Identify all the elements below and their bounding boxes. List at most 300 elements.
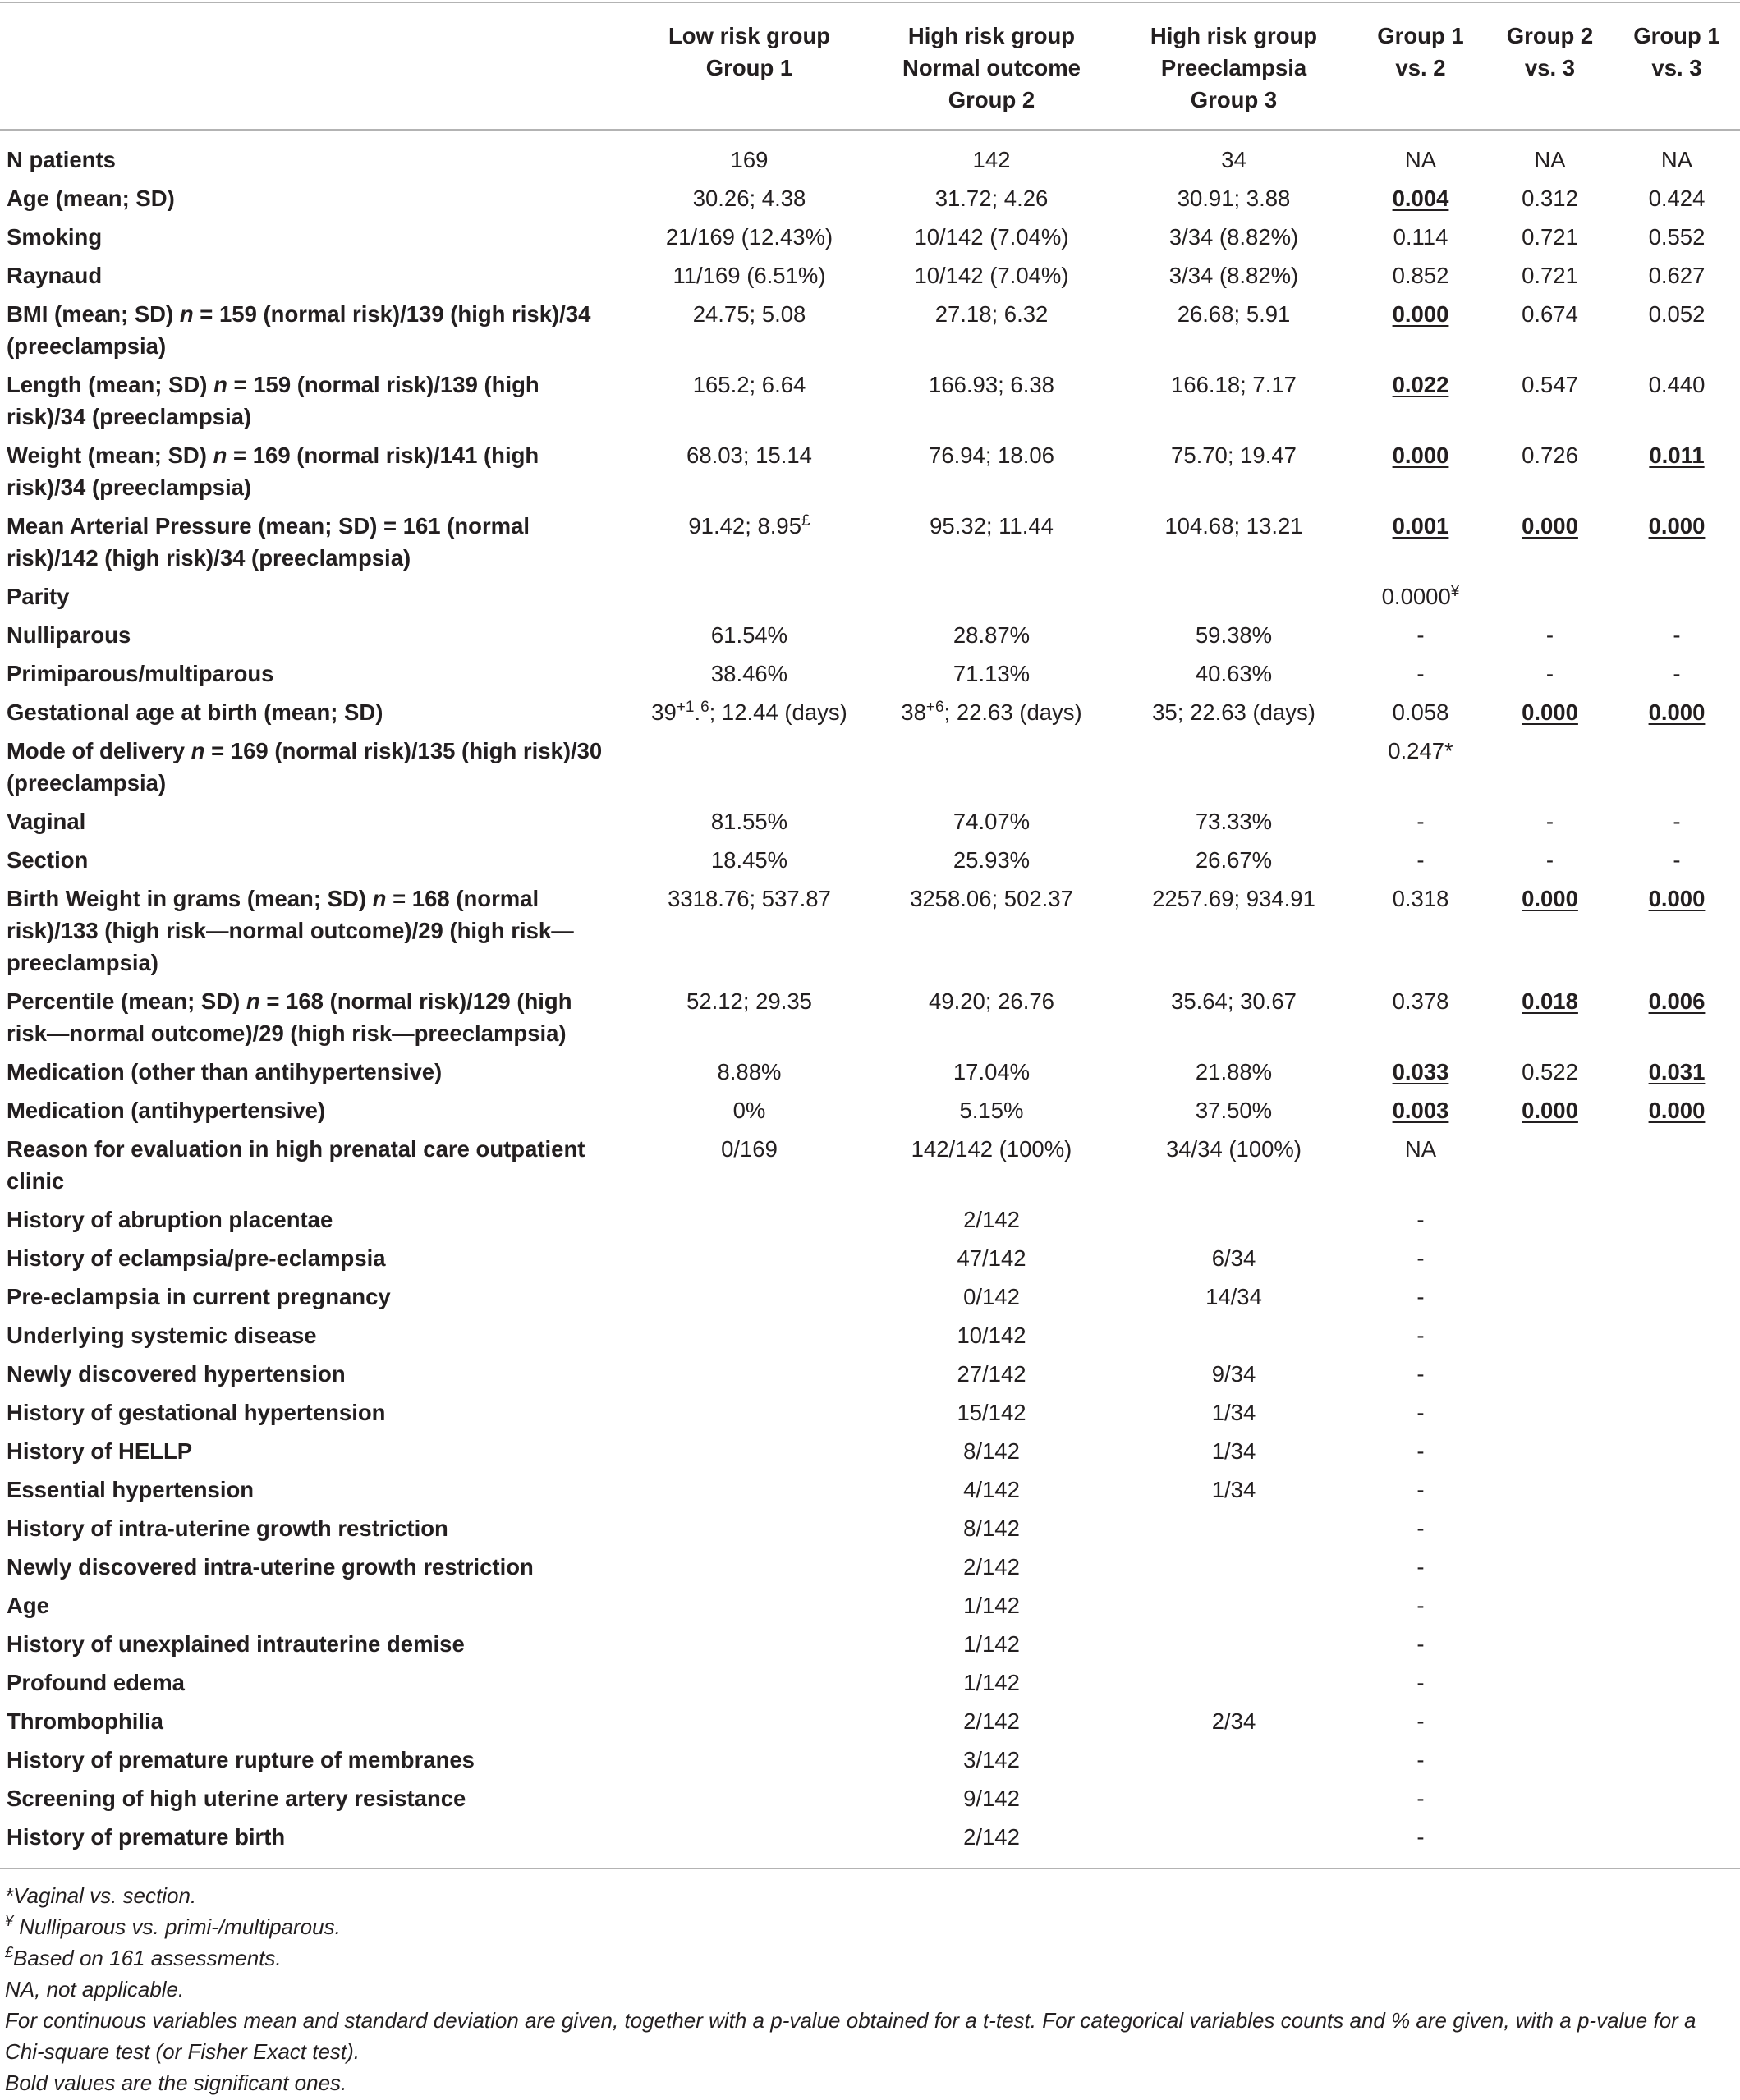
cell-value: - (1673, 622, 1681, 648)
row-label (0, 1625, 628, 1663)
cell-g3 (1113, 1393, 1355, 1432)
row-label-text: History of premature birth (7, 1824, 286, 1850)
row-label-pre: Weight (mean; SD) (7, 442, 213, 468)
cell-value: - (1545, 622, 1554, 648)
cell-g1 (628, 654, 870, 693)
cell-p23 (1486, 1625, 1614, 1663)
cell-value: 2/142 (963, 1207, 1020, 1232)
cell-value: 8.88% (717, 1059, 782, 1084)
table-row (0, 295, 1740, 365)
row-label-pre: Mode of delivery (7, 738, 191, 763)
row-label-n: n (191, 738, 205, 763)
cell-g2 (870, 365, 1113, 436)
cell-p13 (1614, 731, 1740, 802)
cell-value: 104.68; 13.21 (1164, 513, 1303, 539)
cell-g2 (870, 1625, 1113, 1663)
row-label (0, 616, 628, 654)
row-label (0, 1091, 628, 1130)
cell-g1 (628, 1779, 870, 1818)
cell-p12 (1355, 1316, 1486, 1355)
cell-g3 (1113, 1239, 1355, 1277)
cell-value: 1/34 (1211, 1438, 1256, 1464)
cell-p23 (1486, 365, 1614, 436)
cell-value-post: ; 22.63 (days) (943, 699, 1082, 725)
table-row (0, 1702, 1740, 1740)
row-label (0, 802, 628, 841)
cell-value: - (1416, 1747, 1425, 1772)
cell-p13 (1614, 802, 1740, 841)
row-label-text: Parity (7, 584, 70, 609)
cell-value: 0.003 (1392, 1098, 1449, 1123)
cell-g1 (628, 802, 870, 841)
cell-p13 (1614, 1740, 1740, 1779)
cell-sup2: 6 (700, 699, 709, 716)
cell-value: 0.000 (1648, 1098, 1706, 1123)
table-row (0, 1200, 1740, 1239)
cell-value: 0/169 (721, 1136, 778, 1162)
cell-p13 (1614, 841, 1740, 879)
cell-sup: +1 (676, 699, 695, 716)
row-label-text: Smoking (7, 224, 103, 250)
cell-p23 (1486, 654, 1614, 693)
cell-g1 (628, 1509, 870, 1547)
cell-p13 (1614, 507, 1740, 577)
cell-g3 (1113, 179, 1355, 218)
cell-value: 3/34 (8.82%) (1168, 224, 1299, 250)
cell-g2 (870, 507, 1113, 577)
cell-value: 0.004 (1392, 186, 1449, 211)
row-label (0, 879, 628, 982)
cell-p23 (1486, 1818, 1614, 1868)
cell-g1 (628, 1663, 870, 1702)
cell-value: - (1416, 1708, 1425, 1734)
row-label (0, 130, 628, 179)
cell-value: 0.001 (1392, 513, 1449, 539)
cell-g3 (1113, 436, 1355, 507)
row-label (0, 1702, 628, 1740)
cell-g1 (628, 1355, 870, 1393)
cell-g2 (870, 1663, 1113, 1702)
cell-g1 (628, 1393, 870, 1432)
cell-g1 (628, 1091, 870, 1130)
row-label-post: = 168 (normal risk)/129 (high risk—normal outcome)/29 (high risk—preeclampsia) (7, 988, 572, 1046)
cell-value: NA (1404, 147, 1437, 172)
cell-g2 (870, 577, 1113, 616)
cell-value: 0.000 (1392, 442, 1449, 468)
footnote-text: Based on 161 assessments. (13, 1946, 282, 1970)
cell-value: - (1673, 809, 1681, 834)
cell-value: - (1416, 1207, 1425, 1232)
cell-value: 75.70; 19.47 (1171, 442, 1297, 468)
row-label (0, 1355, 628, 1393)
cell-value: NA (1534, 147, 1566, 172)
row-label (0, 654, 628, 693)
cell-p13 (1614, 982, 1740, 1052)
cell-value: - (1416, 1515, 1425, 1541)
cell-value: - (1416, 1284, 1425, 1309)
cell-value: 95.32; 11.44 (930, 513, 1054, 539)
cell-p13 (1614, 295, 1740, 365)
cell-g1 (628, 1130, 870, 1200)
row-label-text: N patients (7, 147, 116, 172)
cell-g3 (1113, 802, 1355, 841)
cell-value: 2/34 (1211, 1708, 1256, 1734)
cell-p12 (1355, 1509, 1486, 1547)
cell-value: - (1416, 1593, 1425, 1618)
table-row (0, 731, 1740, 802)
cell-p12 (1355, 731, 1486, 802)
row-label-pre: Percentile (mean; SD) (7, 988, 246, 1014)
row-label-text: History of abruption placentae (7, 1207, 333, 1232)
cell-g1 (628, 1239, 870, 1277)
cell-p12 (1355, 256, 1486, 295)
cell-value: 0.052 (1648, 301, 1706, 327)
cell-g3 (1113, 256, 1355, 295)
table-footnotes (5, 1880, 1733, 2098)
cell-g3 (1113, 616, 1355, 654)
cell-g1 (628, 1432, 870, 1470)
cell-p13 (1614, 577, 1740, 616)
cell-p12 (1355, 1393, 1486, 1432)
cell-value: 2257.69; 934.91 (1152, 886, 1315, 911)
row-label-text: History of premature rupture of membranes (7, 1747, 475, 1772)
cell-g2 (870, 1779, 1113, 1818)
row-label-text: History of gestational hypertension (7, 1400, 386, 1425)
row-label-n: n (372, 886, 387, 911)
footnote-text: For continuous variables mean and standard deviation are given, together with a p-value obtained for a t-test. For categorical variables counts and % are given, with a p-value for a Chi-square test (or Fisher Exact test). (5, 2008, 1696, 2064)
header-col-6: Group 1 vs. 3 (1633, 23, 1720, 80)
cell-value: 0.006 (1648, 988, 1706, 1014)
cell-p23 (1486, 841, 1614, 879)
cell-g2 (870, 1818, 1113, 1868)
cell-p12 (1355, 1200, 1486, 1239)
cell-p12 (1355, 507, 1486, 577)
cell-g1 (628, 1547, 870, 1586)
cell-value: 142 (972, 147, 1011, 172)
cell-p23 (1486, 1130, 1614, 1200)
cell-p13 (1614, 179, 1740, 218)
cell-value: 0.018 (1522, 988, 1578, 1014)
cell-value: 2/142 (963, 1824, 1020, 1850)
cell-g2 (870, 1316, 1113, 1355)
cell-value: 0% (732, 1098, 766, 1123)
cell-g1 (628, 1316, 870, 1355)
table-row (0, 1663, 1740, 1702)
cell-g1 (628, 1277, 870, 1316)
cell-p12 (1355, 1239, 1486, 1277)
cell-g2 (870, 1091, 1113, 1130)
cell-p23 (1486, 1663, 1614, 1702)
cell-p13 (1614, 1091, 1740, 1130)
row-label (0, 218, 628, 256)
cell-p23 (1486, 1091, 1614, 1130)
table-row (0, 1818, 1740, 1868)
row-label (0, 1547, 628, 1586)
cell-g3 (1113, 130, 1355, 179)
footnote (5, 2005, 1733, 2067)
row-label (0, 1316, 628, 1355)
cell-p23 (1486, 1200, 1614, 1239)
table-row (0, 1239, 1740, 1277)
table-row (0, 1740, 1740, 1779)
table-row (0, 436, 1740, 507)
row-label (0, 1432, 628, 1470)
table-row (0, 1316, 1740, 1355)
cell-value: 49.20; 26.76 (929, 988, 1054, 1014)
table-row (0, 1779, 1740, 1818)
row-label (0, 693, 628, 731)
cell-value-pre: 39 (651, 699, 677, 725)
cell-value: 10/142 (7.04%) (914, 263, 1069, 288)
cell-g1 (628, 577, 870, 616)
cell-p12 (1355, 1355, 1486, 1393)
table-row (0, 1355, 1740, 1393)
cell-g1 (628, 693, 870, 731)
row-label-text: Profound edema (7, 1670, 185, 1695)
row-label-text: Underlying systemic disease (7, 1323, 317, 1348)
row-label (0, 1130, 628, 1200)
cell-value: 0.000 (1392, 301, 1449, 327)
cell-value: - (1416, 1786, 1425, 1811)
cell-value: 0.547 (1522, 372, 1578, 397)
cell-p12 (1355, 654, 1486, 693)
header-col-4: Group 1 vs. 2 (1377, 23, 1464, 80)
table-header (0, 2, 1740, 130)
cell-value: 27/142 (957, 1361, 1026, 1387)
cell-g3 (1113, 841, 1355, 879)
cell-p23 (1486, 982, 1614, 1052)
cell-value: 9/142 (963, 1786, 1020, 1811)
cell-g2 (870, 1547, 1113, 1586)
table-row (0, 1277, 1740, 1316)
row-label (0, 365, 628, 436)
row-label-post: = 169 (normal risk)/141 (high risk)/34 (preeclampsia) (7, 442, 539, 500)
header-variable (0, 2, 628, 130)
cell-value: - (1416, 1477, 1425, 1502)
cell-value: 26.67% (1195, 847, 1273, 873)
cell-p12 (1355, 1277, 1486, 1316)
cell-g3 (1113, 1625, 1355, 1663)
cell-value: 0.000 (1522, 1098, 1578, 1123)
cell-p12 (1355, 1547, 1486, 1586)
cell-p23 (1486, 1702, 1614, 1740)
cell-value: 10/142 (7.04%) (914, 224, 1069, 250)
cell-value: 34/34 (100%) (1165, 1136, 1302, 1162)
cell-g1 (628, 1740, 870, 1779)
table-row (0, 1509, 1740, 1547)
cell-g3 (1113, 1818, 1355, 1868)
cell-sup: ¥ (1450, 583, 1460, 600)
row-label-text: Vaginal (7, 809, 86, 834)
cell-g1 (628, 841, 870, 879)
cell-g3 (1113, 731, 1355, 802)
cell-value: 3/34 (8.82%) (1168, 263, 1299, 288)
cell-value: 2/142 (963, 1708, 1020, 1734)
cell-value: 1/142 (963, 1631, 1020, 1657)
cell-g2 (870, 731, 1113, 802)
row-label-text: History of HELLP (7, 1438, 193, 1464)
cell-value: - (1673, 847, 1681, 873)
row-label-pre: Length (mean; SD) (7, 372, 214, 397)
table-row (0, 1470, 1740, 1509)
cell-g2 (870, 1239, 1113, 1277)
cell-value: 0.852 (1392, 263, 1449, 288)
cell-value: 166.18; 7.17 (1171, 372, 1297, 397)
row-label-text: Screening of high uterine artery resistance (7, 1786, 466, 1811)
cell-p13 (1614, 1393, 1740, 1432)
cell-p13 (1614, 1432, 1740, 1470)
cell-g3 (1113, 1432, 1355, 1470)
cell-value: 11/169 (6.51%) (673, 263, 826, 288)
cell-value: - (1545, 847, 1554, 873)
cell-p12 (1355, 1625, 1486, 1663)
cell-value: 30.26; 4.38 (692, 186, 806, 211)
cell-p12 (1355, 1586, 1486, 1625)
cell-g2 (870, 879, 1113, 982)
cell-g1 (628, 1200, 870, 1239)
cell-value: 1/34 (1211, 1477, 1256, 1502)
cell-g2 (870, 295, 1113, 365)
cell-value: - (1416, 1824, 1425, 1850)
cell-sup: £ (801, 512, 810, 530)
cell-g2 (870, 1509, 1113, 1547)
cell-p12 (1355, 1091, 1486, 1130)
cell-g2 (870, 256, 1113, 295)
row-label (0, 1052, 628, 1091)
cell-value: 74.07% (953, 809, 1031, 834)
cell-p13 (1614, 1130, 1740, 1200)
footnote-text: Nulliparous vs. primi-/multiparous. (13, 1914, 341, 1939)
footnote-text: NA, not applicable. (5, 1977, 185, 2001)
cell-value: 59.38% (1195, 622, 1273, 648)
cell-value: 0.440 (1648, 372, 1706, 397)
cell-value: 68.03; 15.14 (686, 442, 812, 468)
cell-value: 1/142 (963, 1670, 1020, 1695)
cell-p12 (1355, 802, 1486, 841)
cell-value: - (1416, 622, 1425, 648)
cell-p23 (1486, 130, 1614, 179)
row-label-n: n (213, 372, 227, 397)
cell-p12 (1355, 841, 1486, 879)
cell-p12 (1355, 1818, 1486, 1868)
cell-p13 (1614, 436, 1740, 507)
row-label-text: History of intra-uterine growth restriction (7, 1515, 448, 1541)
cell-g1 (628, 879, 870, 982)
cell-p12 (1355, 130, 1486, 179)
row-label (0, 577, 628, 616)
table-row (0, 879, 1740, 982)
row-label (0, 1239, 628, 1277)
row-label (0, 1818, 628, 1868)
cell-g1 (628, 1702, 870, 1740)
cell-p23 (1486, 256, 1614, 295)
cell-p13 (1614, 1509, 1740, 1547)
cell-value: 10/142 (957, 1323, 1026, 1348)
cell-p23 (1486, 879, 1614, 982)
header-col-5: Group 2 vs. 3 (1506, 23, 1594, 80)
row-label-text: History of unexplained intrauterine demise (7, 1631, 465, 1657)
cell-value: 71.13% (953, 661, 1031, 686)
cell-value: 0.627 (1648, 263, 1706, 288)
table-row (0, 982, 1740, 1052)
cell-value: - (1416, 1323, 1425, 1348)
cell-g2 (870, 1052, 1113, 1091)
cell-p12 (1355, 365, 1486, 436)
cell-p23 (1486, 693, 1614, 731)
cell-p23 (1486, 1509, 1614, 1547)
cell-p13 (1614, 693, 1740, 731)
cell-value: 0.011 (1649, 442, 1705, 468)
cell-p23 (1486, 295, 1614, 365)
cell-p13 (1614, 1779, 1740, 1818)
cell-value: 1/142 (963, 1593, 1020, 1618)
cell-value: - (1416, 1631, 1425, 1657)
table-row (0, 693, 1740, 731)
cell-value: 0.726 (1522, 442, 1578, 468)
row-label-post: = 169 (normal risk)/135 (high risk)/30 (preeclampsia) (7, 738, 603, 796)
row-label (0, 1509, 628, 1547)
footnote (5, 1942, 1733, 1974)
cell-p23 (1486, 179, 1614, 218)
cell-value: 61.54% (710, 622, 788, 648)
cell-g3 (1113, 1779, 1355, 1818)
row-label (0, 507, 628, 577)
row-label-n: n (179, 301, 194, 327)
row-label-pre: Birth Weight in grams (mean; SD) (7, 886, 373, 911)
cell-g2 (870, 1277, 1113, 1316)
cell-value: - (1545, 809, 1554, 834)
cell-g3 (1113, 1355, 1355, 1393)
cell-g3 (1113, 295, 1355, 365)
cell-p23 (1486, 507, 1614, 577)
cell-p23 (1486, 1316, 1614, 1355)
table-row (0, 507, 1740, 577)
cell-value: - (1416, 847, 1425, 873)
cell-g2 (870, 1432, 1113, 1470)
row-label-text: Nulliparous (7, 622, 131, 648)
cell-p23 (1486, 577, 1614, 616)
row-label-text: History of eclampsia/pre-eclampsia (7, 1245, 386, 1271)
cell-g2 (870, 802, 1113, 841)
cell-value: 8/142 (963, 1438, 1020, 1464)
cell-value: 26.68; 5.91 (1177, 301, 1291, 327)
cell-g3 (1113, 1663, 1355, 1702)
cell-value: 9/34 (1211, 1361, 1256, 1387)
cell-p23 (1486, 1779, 1614, 1818)
cell-value: 24.75; 5.08 (692, 301, 806, 327)
cell-value: 0.721 (1522, 224, 1578, 250)
table-row (0, 1393, 1740, 1432)
cell-p13 (1614, 1470, 1740, 1509)
footnote (5, 1911, 1733, 1942)
cell-value: - (1416, 1245, 1425, 1271)
cell-p13 (1614, 218, 1740, 256)
cell-p13 (1614, 1052, 1740, 1091)
cell-p12 (1355, 1663, 1486, 1702)
cell-value: 73.33% (1195, 809, 1273, 834)
cell-p13 (1614, 1239, 1740, 1277)
cell-g3 (1113, 693, 1355, 731)
row-label-post: = 159 (normal risk)/139 (high risk)/34 (preeclampsia) (7, 372, 539, 429)
row-label (0, 179, 628, 218)
cell-g2 (870, 1130, 1113, 1200)
table-row (0, 841, 1740, 879)
cell-p13 (1614, 1663, 1740, 1702)
footnote (5, 1974, 1733, 2005)
cell-value: 3/142 (963, 1747, 1020, 1772)
cell-p23 (1486, 1052, 1614, 1091)
cell-p12 (1355, 1702, 1486, 1740)
